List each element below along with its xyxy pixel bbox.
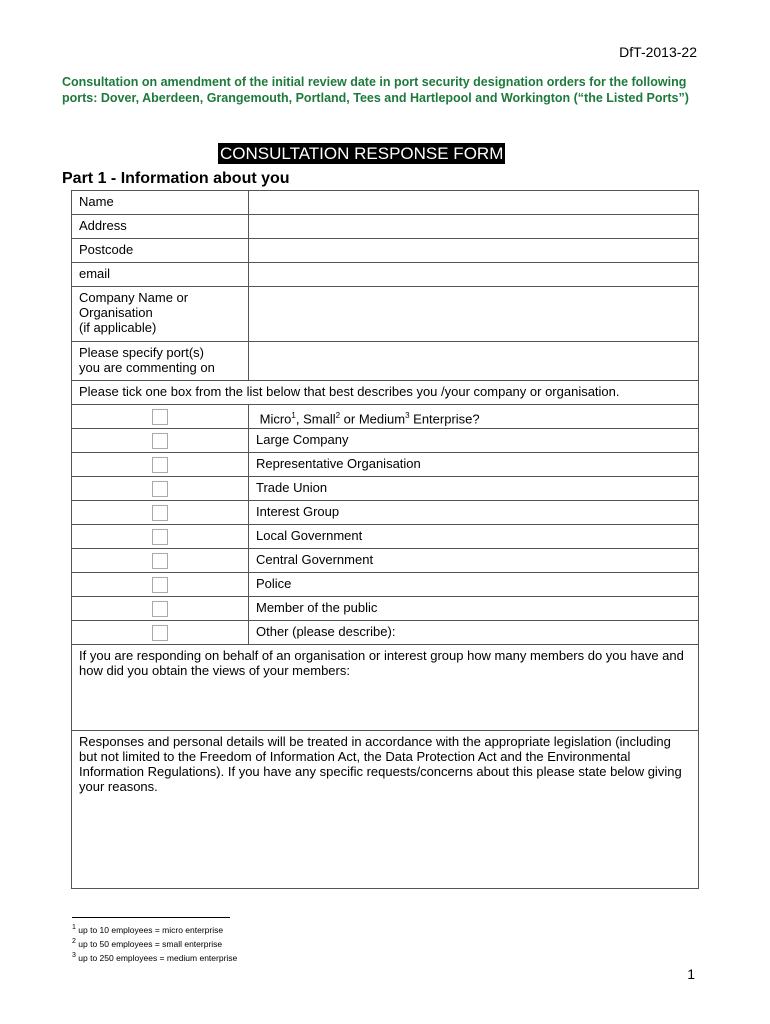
postcode-input[interactable] (249, 239, 699, 263)
option-central-government-label: Central Government (249, 549, 699, 573)
company-label-line1: Company Name or (79, 290, 189, 305)
document-reference: DfT-2013-22 (619, 44, 697, 60)
company-input[interactable] (249, 287, 699, 342)
option-other-label[interactable]: Other (please describe): (249, 621, 699, 645)
address-label: Address (72, 215, 249, 239)
page-number: 1 (687, 966, 695, 982)
port-label-line1: Please specify port(s) (79, 345, 204, 360)
option-trade-union-label: Trade Union (249, 477, 699, 501)
trade-union-checkbox[interactable] (152, 481, 168, 497)
option-local-government-label: Local Government (249, 525, 699, 549)
form-title: CONSULTATION RESPONSE FORM (220, 144, 504, 163)
port-label (72, 342, 249, 381)
tick-instruction-row (72, 381, 699, 405)
address-input[interactable] (249, 215, 699, 239)
footnote-divider (72, 917, 230, 918)
name-row (72, 191, 699, 215)
footnote-3: $^3$ up to 250 employees = medium enterprise (72, 952, 238, 963)
option-row-enterprise (72, 405, 699, 429)
company-row (72, 287, 699, 342)
enterprise-checkbox[interactable] (152, 409, 168, 425)
privacy-statement[interactable]: Responses and personal details will be treated in accordance with the appropriate legislation (including but not limited to the Freedom of Information Act, the Data Protection Act and the Environmental Information Regulations). If you have any specific requests/concerns about this please state below giving your reasons. (72, 731, 699, 889)
postcode-row (72, 239, 699, 263)
option-row-interest-group (72, 501, 699, 525)
option-row-police (72, 573, 699, 597)
port-input[interactable] (249, 342, 699, 381)
option-row-trade-union (72, 477, 699, 501)
privacy-row (72, 731, 699, 889)
members-question[interactable]: If you are responding on behalf of an organisation or interest group how many members do you have and how did you obtain the views of your members: (72, 645, 699, 731)
local-government-checkbox[interactable] (152, 529, 168, 545)
name-label: Name (72, 191, 249, 215)
email-label: email (72, 263, 249, 287)
interest-group-checkbox[interactable] (152, 505, 168, 521)
tick-instruction: Please tick one box from the list below that best describes you /your company or organisation. (72, 381, 699, 405)
option-member-of-public-label: Member of the public (249, 597, 699, 621)
option-police-label: Police (249, 573, 699, 597)
footnote-2: $^2$ up to 50 employees = small enterprise (72, 938, 223, 949)
other-checkbox[interactable] (152, 625, 168, 641)
option-row-representative-organisation (72, 453, 699, 477)
company-label-line2: Organisation (79, 305, 153, 320)
central-government-checkbox[interactable] (152, 553, 168, 569)
police-checkbox[interactable] (152, 577, 168, 593)
option-row-large-company (72, 429, 699, 453)
part1-title: Part 1 - Information about you (62, 170, 290, 187)
name-input[interactable] (249, 191, 699, 215)
postcode-label: Postcode (72, 239, 249, 263)
representative-organisation-checkbox[interactable] (152, 457, 168, 473)
consultation-intro: Consultation on amendment of the initial review date in port security designation orders for the following ports: Dover, Aberdeen, Grangemouth, Portland, Tees and Hartlepool and Workington (“the Listed Ports”) (62, 75, 689, 105)
option-row-local-government (72, 525, 699, 549)
company-label (72, 287, 249, 342)
address-row (72, 215, 699, 239)
port-row (72, 342, 699, 381)
option-representative-organisation-label: Representative Organisation (249, 453, 699, 477)
option-interest-group-label: Interest Group (249, 501, 699, 525)
information-table (71, 190, 699, 889)
email-row (72, 263, 699, 287)
option-row-other (72, 621, 699, 645)
company-label-line3: (if applicable) (79, 320, 157, 335)
footnote-1: $^1$ up to 10 employees = micro enterprise (72, 924, 224, 935)
option-large-company-label: Large Company (249, 429, 699, 453)
port-label-line2: you are commenting on (79, 360, 215, 375)
member-of-public-checkbox[interactable] (152, 601, 168, 617)
option-enterprise-label: Micro$^1$, Small$^2$ or Medium$^3$ Enterprise? (249, 405, 699, 429)
option-row-central-government (72, 549, 699, 573)
members-row (72, 645, 699, 731)
large-company-checkbox[interactable] (152, 433, 168, 449)
email-input[interactable] (249, 263, 699, 287)
option-row-member-of-public (72, 597, 699, 621)
